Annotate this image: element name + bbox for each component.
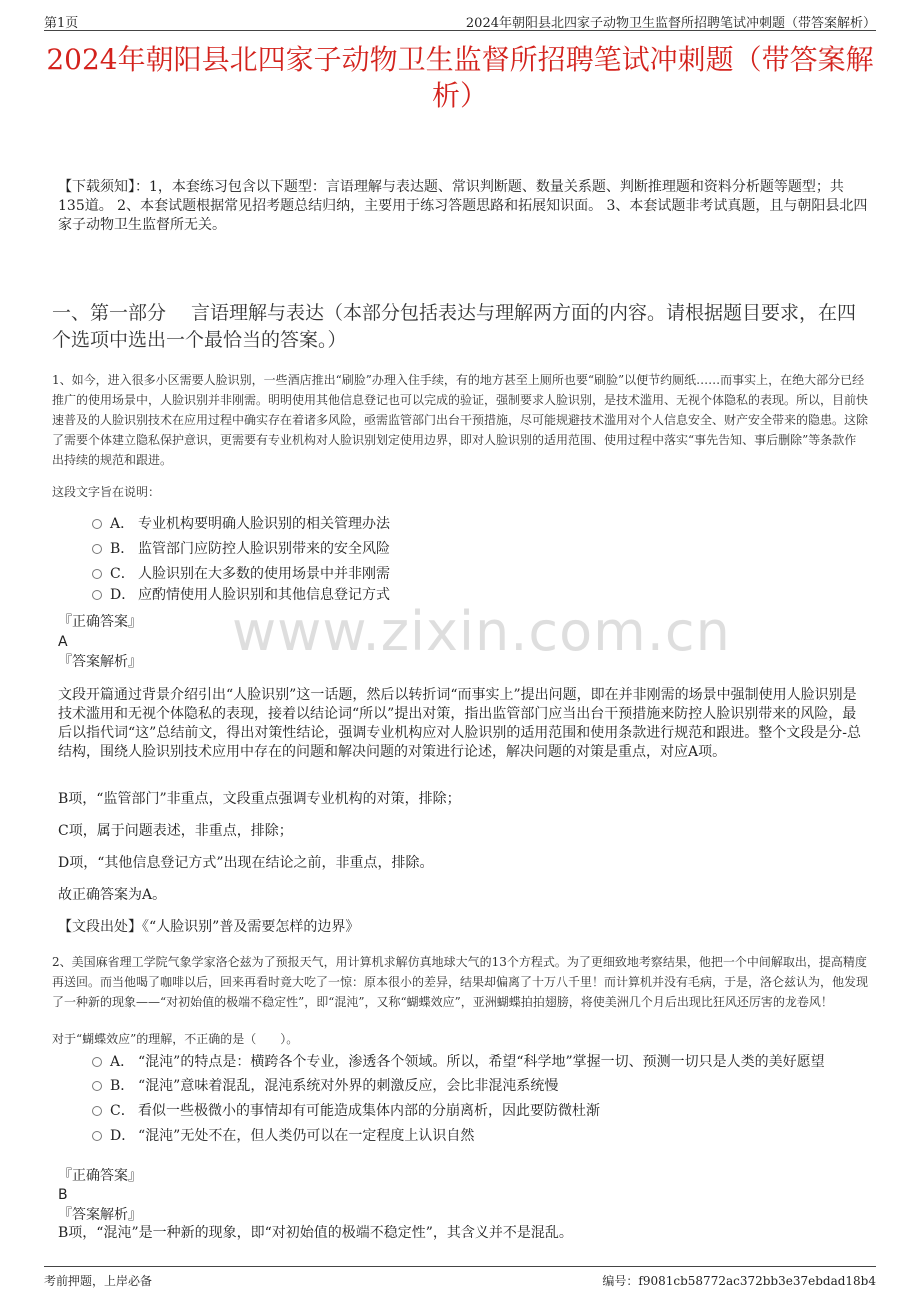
- q2-analysis: B项，“混沌”是一种新的现象，即“对初始值的极端不稳定性”，其含义并不是混乱。: [58, 1225, 573, 1241]
- q1-option-c[interactable]: C． 人脸识别在大多数的使用场景中并非刚需: [92, 564, 390, 584]
- radio-icon[interactable]: [92, 544, 102, 554]
- q2-option-a[interactable]: A． “混沌”的特点是：横跨各个专业，渗透各个领域。所以，希望“科学地”掌握一切、预测一切只是人类的美好愿望: [92, 1052, 825, 1072]
- page-header: [44, 12, 876, 31]
- document-title: 2024年朝阳县北四家子动物卫生监督所招聘笔试冲刺题（带答案解析）: [46, 43, 874, 112]
- q1-option-c-note: C项，属于问题表述，非重点，排除；: [58, 823, 293, 839]
- radio-icon[interactable]: [92, 519, 102, 529]
- q1-option-b-note: B项，“监管部门”非重点，文段重点强调专业机构的对策，排除；: [58, 791, 461, 807]
- q1-analysis: 文段开篇通过背景介绍引出“人脸识别”这一话题，然后以转折词“而事实上”提出问题，即在并非刚需的场景中强制使用人脸识别是技术滥用和无视个体隐私的表现，接着以结论词“所以”提出对策，指出监管部门应当出台干预措施来防控人脸识别带来的风险，最后以指代词“这”总结前文，得出对策性结论，强调专业机构应对人脸识别的适用范围和使用条款进行规范和跟进。整个文段是分-总结构，围绕人脸识别技术应用中存在的问题和解决问题的对策进行论述，解决问题的对策是重点，对应A项。: [58, 687, 862, 760]
- q2-stem: 2、美国麻省理工学院气象学家洛仑兹为了预报天气，用计算机求解仿真地球大气的13个方程式。为了更细致地考察结果，他把一个中间解取出，提高精度再送回。而当他喝了咖啡以后，回来再看时竟大吃了一惊：原本很小的差异，结果却偏离了十万八千里！而计算机并没有毛病，于是，洛仑兹认为，他发现了一种新的现象——“对初始值的极端不稳定性”，即“混沌”，又称“蝴蝶效应”，亚洲蝴蝶拍拍翅膀，将使美洲几个月后出现比狂风还厉害的龙卷风！: [52, 955, 869, 1009]
- section-title: 一、第一部分 言语理解与表达（本部分包括表达与理解两方面的内容。请根据题目要求，在四个选项中选出一个最恰当的答案。）: [52, 302, 857, 351]
- footer-doc-id: 编号：f9081cb58772ac372bb3e37ebdad18b4: [602, 1274, 876, 1288]
- q2-answer-label: 『正确答案』: [58, 1168, 142, 1184]
- q1-question: 这段文字旨在说明：: [52, 485, 161, 499]
- q1-stem: 1、如今，进入很多小区需要人脸识别，一些酒店推出“刷脸”办理入住手续，有的地方甚至上厕所也要“刷脸”以便节约厕纸……而事实上，在绝大部分已经推广的使用场景中，人脸识别并非刚需。明明使用其他信息登记也可以完成的验证，强制要求人脸识别，是技术滥用、无视个体隐私的表现。所以，目前快速普及的人脸识别技术在应用过程中确实存在着诸多风险，亟需监管部门出台干预措施，尽可能规避技术滥用对个人信息安全、财产安全带来的隐患。这除了需要个体建立隐私保护意识，更需要有专业机构对人脸识别划定使用边界，即对人脸识别的适用范围、使用过程中落实“事先告知、事后删除”等条款作出持续的规范和跟进。: [52, 373, 869, 467]
- download-notice: 【下载须知】：1，本套练习包含以下题型：言语理解与表达题、常识判断题、数量关系题、判断推理题和资料分析题等题型；共135道。 2、本套试题根据常见招考题总结归纳，主要用于练习答题思路和拓展知识面。 3、本套试题非考试真题，且与朝阳县北四家子动物卫生监督所无关。: [58, 179, 868, 233]
- header-doc-title: 2024年朝阳县北四家子动物卫生监督所招聘笔试冲刺题（带答案解析）: [465, 16, 876, 31]
- q1-analysis-label: 『答案解析』: [58, 654, 142, 670]
- q1-option-d[interactable]: D． 应酌情使用人脸识别和其他信息登记方式: [92, 585, 390, 605]
- q1-conclusion: 故正确答案为A。: [58, 887, 167, 903]
- q2-option-b[interactable]: B． “混沌”意味着混乱，混沌系统对外界的刺激反应，会比非混沌系统慢: [92, 1076, 558, 1096]
- radio-icon[interactable]: [92, 569, 102, 579]
- q1-answer-label: 『正确答案』: [58, 614, 142, 630]
- page-number: 第1页: [44, 16, 79, 31]
- footer-slogan: 考前押题，上岸必备: [44, 1274, 153, 1288]
- q2-option-d[interactable]: D． “混沌”无处不在，但人类仍可以在一定程度上认识自然: [92, 1126, 474, 1146]
- q1-source: 【文段出处】《“人脸识别”普及需要怎样的边界》: [58, 919, 360, 935]
- q1-answer: A: [58, 634, 68, 650]
- q1-option-a[interactable]: A． 专业机构要明确人脸识别的相关管理办法: [92, 514, 390, 534]
- radio-icon[interactable]: [92, 1081, 102, 1091]
- q1-option-d-note: D项，“其他信息登记方式”出现在结论之前，非重点，排除。: [58, 855, 434, 871]
- q1-option-b[interactable]: B． 监管部门应防控人脸识别带来的安全风险: [92, 539, 390, 559]
- q2-question: 对于“蝴蝶效应”的理解，不正确的是（ ）。: [52, 1032, 299, 1046]
- page-footer: [44, 1266, 876, 1291]
- q2-option-c[interactable]: C． 看似一些极微小的事情却有可能造成集体内部的分崩离析，因此要防微杜渐: [92, 1101, 600, 1121]
- watermark: www.zixin.com.cn: [232, 600, 731, 663]
- radio-icon[interactable]: [92, 1131, 102, 1141]
- radio-icon[interactable]: [92, 590, 102, 600]
- q2-analysis-label: 『答案解析』: [58, 1207, 142, 1223]
- radio-icon[interactable]: [92, 1106, 102, 1116]
- radio-icon[interactable]: [92, 1057, 102, 1067]
- q2-answer: B: [58, 1187, 68, 1203]
